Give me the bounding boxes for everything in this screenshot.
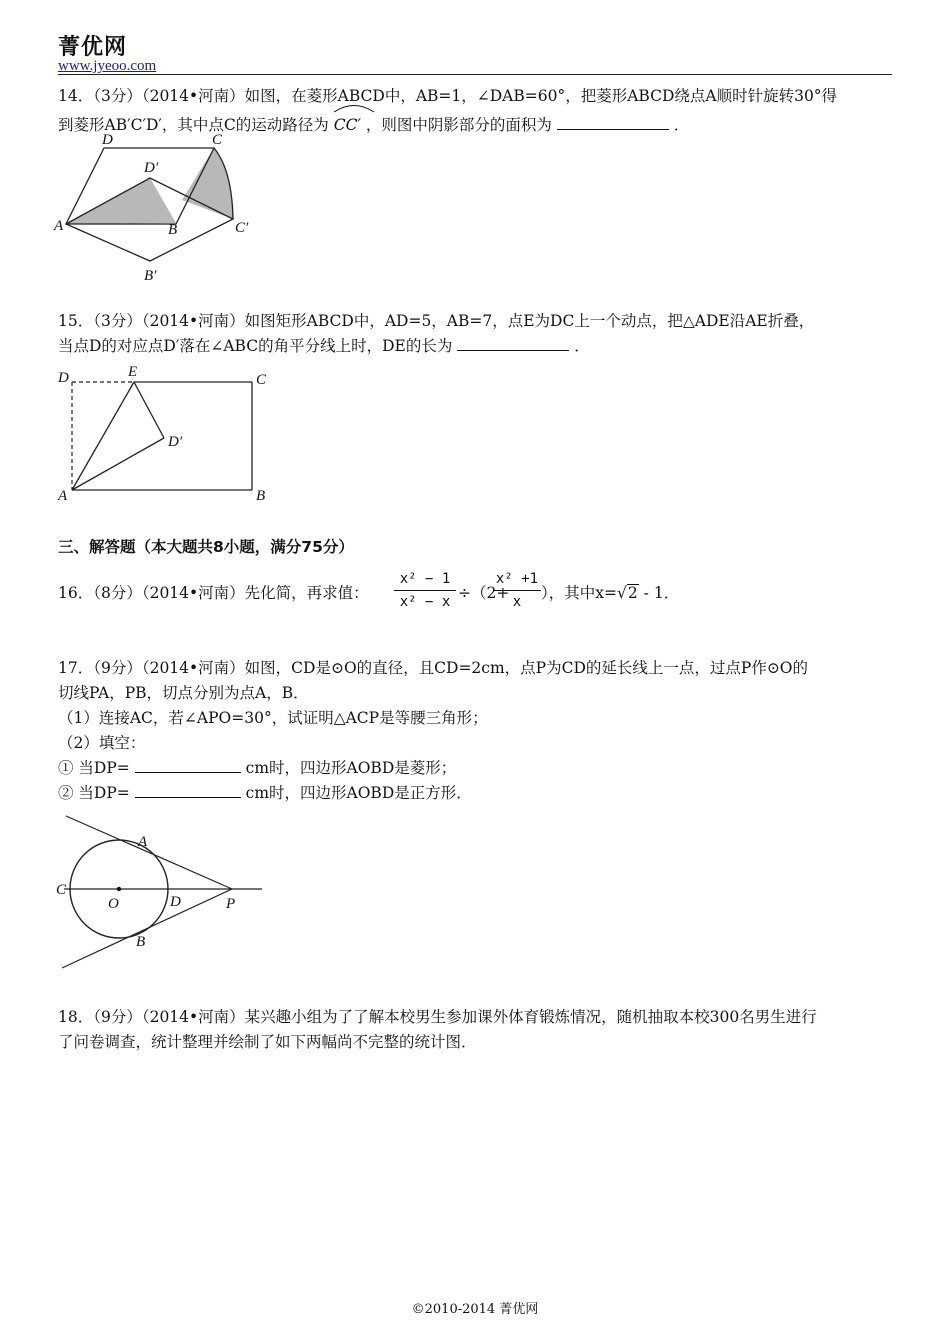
segment-ae (72, 382, 134, 490)
label-b: B (136, 934, 146, 950)
q16-prefix: 16．（8分）（2014•河南）先化简，再求值： (58, 584, 369, 602)
q17-line3: （1）连接AC，若∠APO=30°，试证明△ACP是等腰三角形； (58, 709, 488, 727)
segment-ed-prime (134, 382, 164, 438)
section-3-title: 三、解答题（本大题共8小题，满分75分） (58, 538, 354, 556)
q16-frac1-numerator: x² − 1 (399, 571, 451, 587)
tangent-pb (62, 889, 232, 968)
q15-answer-blank[interactable] (457, 350, 569, 351)
label-d: D (58, 370, 69, 386)
q14-shade-left (66, 178, 176, 224)
question-17 (58, 656, 892, 806)
label-d: D (170, 894, 181, 910)
q14-answer-blank[interactable] (557, 129, 669, 130)
tangent-pa (66, 816, 232, 889)
q17-line5 (58, 756, 892, 781)
q17-figure (52, 812, 272, 972)
q18-line1: 18．（9分）（2014•河南）某兴趣小组为了了解本校男生参加课外体育锻炼情况，随机抽取本校300名男生进行 (58, 1008, 817, 1026)
q15-line2-text: 当点D的对应点D′落在∠ABC的角平分线上时，DE的长为 (58, 337, 453, 355)
label-o: O (108, 896, 119, 912)
label-c: C (212, 132, 223, 148)
label-a: A (58, 488, 68, 504)
q16-frac2-numerator: x² +1 (495, 571, 539, 587)
q14-figure (52, 130, 272, 290)
site-url-link[interactable]: www.jyeoo.com (58, 58, 157, 74)
q17-line4: （2）填空： (58, 734, 146, 752)
arc-symbol-icon (332, 103, 376, 113)
label-a: A (54, 218, 64, 234)
label-e: E (128, 364, 138, 380)
label-d-prime: D′ (168, 434, 183, 450)
header-divider (58, 74, 892, 75)
q16-suffix: ），其中x= (541, 584, 617, 602)
label-d-prime: D′ (144, 160, 159, 176)
segment-ad-prime (72, 438, 164, 490)
q14-arc-text: CC′ (333, 116, 361, 134)
q15-figure (52, 364, 282, 509)
q18-line2: 了问卷调查，统计整理并绘制了如下两幅尚不完整的统计图． (58, 1033, 477, 1051)
q16-plus-open: ÷（2+ (458, 584, 510, 602)
label-b: B (256, 488, 266, 504)
label-d: D (102, 132, 113, 148)
label-p: P (226, 896, 236, 912)
label-c: C (56, 882, 67, 898)
q17-line5-pre: ① 当DP= (58, 759, 130, 777)
q14-end: ． (673, 116, 690, 134)
q16-fraction-2 (493, 570, 541, 611)
label-b-prime: B′ (144, 268, 157, 284)
q14-line1: 14．（3分）（2014•河南）如图，在菱形ABCD中，AB=1，∠DAB=60°，把菱形ABCD绕点A顺时针旋转30°得 (58, 87, 838, 105)
q15-line1: 15．（3分）（2014•河南）如图矩形ABCD中，AD=5，AB=7，点E为DC上一个动点，把△ADE沿AE折叠， (58, 312, 815, 330)
site-logo: 菁优网 (58, 35, 128, 60)
q15-end: ． (574, 337, 590, 355)
q17-rhombus-answer-blank[interactable] (135, 772, 241, 773)
q17-line1: 17．（9分）（2014•河南）如图，CD是⊙O的直径，且CD=2cm，点P为CD的延长线上一点，过点P作⊙O的 (58, 659, 809, 677)
q14-arc-cc (334, 109, 361, 138)
q14-line2-text: 到菱形AB′C′D′，其中点C的运动路径为 (58, 116, 329, 134)
q17-line6-post: cm时，四边形AOBD是正方形． (245, 784, 472, 802)
question-18 (58, 1005, 892, 1055)
q17-line6-pre: ② 当DP= (58, 784, 130, 802)
label-b: B (168, 222, 178, 238)
q16-fraction-1 (394, 570, 456, 611)
q16-frac1-bar (394, 590, 456, 591)
q16-frac1-denominator: x² − x (399, 594, 451, 610)
q16-frac2-denominator: x (512, 594, 522, 610)
q17-line5-post: cm时，四边形AOBD是菱形； (245, 759, 457, 777)
q16-tail: - 1． (638, 584, 680, 602)
q17-line6 (58, 781, 892, 806)
label-c: C (256, 372, 267, 388)
q16-sqrt-value: 2 (627, 584, 638, 602)
label-a: A (138, 834, 148, 850)
question-15 (58, 309, 892, 359)
q17-square-answer-blank[interactable] (135, 797, 241, 798)
q14-shade-right (182, 148, 233, 219)
q16-suffix-line (541, 581, 679, 606)
footer-copyright: ©2010-2014 菁优网 (411, 1302, 539, 1317)
q14-line2-post: ，则图中阴影部分的面积为 (365, 116, 552, 134)
q17-line2: 切线PA，PB，切点分别为点A，B． (58, 684, 309, 702)
q16-frac2-bar (493, 590, 541, 591)
q15-line2 (58, 334, 892, 359)
q16-sqrt: √2 (616, 584, 638, 602)
label-c-prime: C′ (235, 220, 249, 236)
center-dot-o (117, 887, 121, 891)
